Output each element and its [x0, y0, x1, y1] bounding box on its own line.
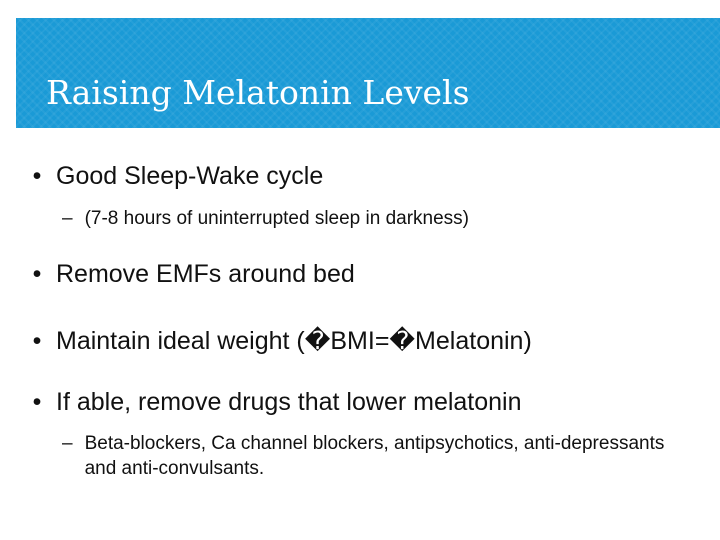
bullet-remove-emfs	[30, 260, 355, 289]
sub-bullet-sleep-hours	[62, 208, 469, 230]
bullet-marker: •	[32, 162, 42, 190]
bullet-marker: •	[32, 388, 42, 416]
bullet-text: Good Sleep-Wake cycle	[56, 162, 324, 190]
bullet-remove-drugs	[30, 388, 522, 417]
slide-title: Raising Melatonin Levels	[46, 73, 470, 112]
bullet-marker: •	[32, 260, 42, 288]
sub-bullet-marker: –	[62, 208, 73, 229]
sub-bullet-text: Beta-blockers, Ca channel blockers, antipsychotics, anti-depressants and anti-convulsants.	[84, 433, 665, 479]
bullet-marker: •	[32, 327, 42, 355]
sub-bullet-text: (7-8 hours of uninterrupted sleep in darkness)	[84, 208, 470, 229]
bullet-text: If able, remove drugs that lower melatonin	[56, 388, 522, 416]
sub-bullet-marker: –	[62, 433, 73, 454]
sub-bullet-drug-list	[62, 432, 675, 481]
bullet-sleep-wake	[30, 162, 323, 191]
bullet-text: Remove EMFs around bed	[56, 260, 355, 288]
bullet-ideal-weight	[30, 326, 532, 356]
bullet-text: Maintain ideal weight (�BMI=�Melatonin)	[56, 327, 532, 355]
